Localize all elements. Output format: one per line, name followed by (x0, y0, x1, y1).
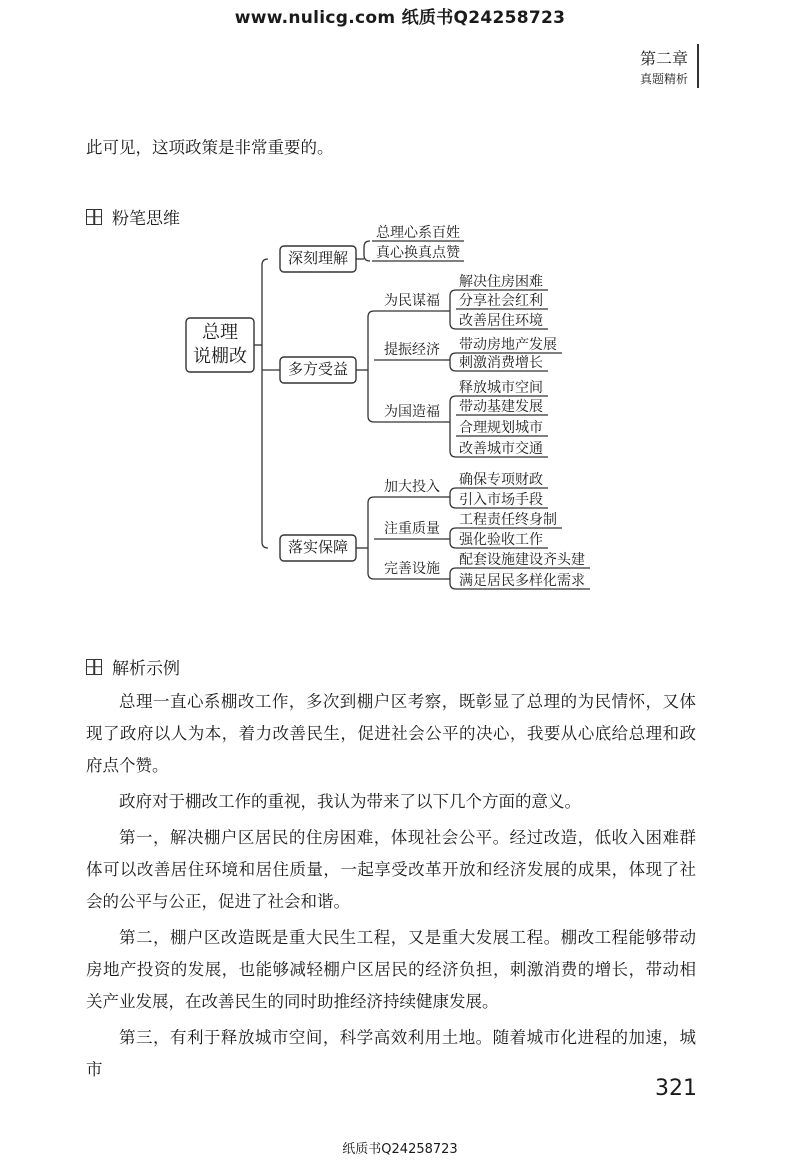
leaf-label: 引入市场手段 (459, 492, 543, 508)
branch-bracket (368, 311, 374, 422)
branch-bracket (450, 488, 456, 508)
example-paragraphs (86, 686, 696, 1090)
branch-node-label: 落实保障 (287, 538, 349, 556)
sub-branch-label: 注重质量 (384, 521, 440, 537)
sub-branch-label: 加大投入 (384, 479, 440, 495)
paragraph: 总理一直心系棚改工作，多次到棚户区考察，既彰显了总理的为民情怀，又体现了政府以人为本，着力改善民生，促进社会公平的决心，我要从心底给总理和政府点个赞。 (86, 692, 696, 775)
branch-bracket (450, 353, 456, 371)
leaf-label: 改善城市交通 (459, 441, 543, 457)
leaf-label: 配套设施建设齐头建 (459, 552, 585, 568)
top-banner: www.nulicg.com 纸质书Q24258723 (234, 8, 566, 28)
paragraph: 政府对于棚改工作的重视，我认为带来了以下几个方面的意义。 (119, 792, 581, 811)
sub-branch-label: 为国造福 (384, 404, 440, 420)
leaf-label: 强化验收工作 (459, 532, 543, 548)
leaf-label: 真心换真点赞 (376, 245, 460, 261)
leaf-label: 分享社会红利 (459, 293, 543, 309)
branch-bracket (450, 568, 456, 589)
sub-branch-label: 完善设施 (384, 561, 440, 577)
example-section-title: 解析示例 (112, 659, 180, 679)
example-section-heading (86, 654, 180, 679)
leaf-label: 总理心系百姓 (376, 225, 460, 241)
branch-node-label: 深刻理解 (287, 249, 349, 267)
branch-bracket (450, 528, 456, 548)
leaf-label: 工程责任终身制 (459, 512, 557, 528)
leaf-label: 带动房地产发展 (459, 337, 557, 353)
chapter-title: 第二章 (639, 49, 688, 68)
leaf-label: 解决住房困难 (459, 274, 543, 290)
branch-bracket (364, 241, 370, 261)
leaf-label: 满足居民多样化需求 (459, 573, 585, 589)
branch-bracket (262, 259, 268, 548)
mindmap-section-title: 粉笔思维 (112, 209, 180, 229)
intro-line: 此可见，这项政策是非常重要的。 (86, 138, 334, 157)
leaf-label: 确保专项财政 (459, 472, 543, 488)
branch-bracket (368, 497, 374, 579)
branch-bracket (450, 396, 456, 457)
paragraph: 第一，解决棚户区居民的住房困难，体现社会公平。经过改造，低收入困难群体可以改善居住环境和居住质量，一起享受改革开放和经济发展的成果，体现了社会的公平与公正，促进了社会和谐。 (86, 828, 696, 911)
branch-bracket (450, 290, 456, 329)
leaf-label: 合理规划城市 (459, 420, 543, 436)
chapter-subtitle: 真题精析 (639, 72, 688, 86)
leaf-label: 改善居住环境 (459, 313, 543, 329)
leaf-label: 释放城市空间 (459, 380, 543, 396)
sub-branch-label: 为民谋福 (384, 293, 440, 309)
sub-branch-label: 提振经济 (384, 342, 440, 358)
branch-node-label: 多方受益 (287, 360, 349, 378)
root-node-line1: 总理 (202, 322, 238, 343)
paragraph: 第三，有利于释放城市空间，科学高效利用土地。随着城市化进程的加速，城市 (86, 1028, 696, 1079)
leaf-label: 带动基建发展 (459, 399, 543, 415)
grid-icon (86, 659, 102, 675)
page-number: 321 (655, 1076, 697, 1101)
leaf-label: 刺激消费增长 (459, 355, 543, 371)
root-node-line2: 说棚改 (193, 346, 247, 367)
paragraph: 第二，棚户区改造既是重大民生工程，又是重大发展工程。棚改工程能够带动房地产投资的发展，也能够减轻棚户区居民的经济负担，刺激消费的增长，带动相关产业发展，在改善民生的同时助推经济持续健康发展。 (86, 928, 696, 1011)
footer-watermark: 纸质书Q24258723 (342, 1142, 458, 1157)
